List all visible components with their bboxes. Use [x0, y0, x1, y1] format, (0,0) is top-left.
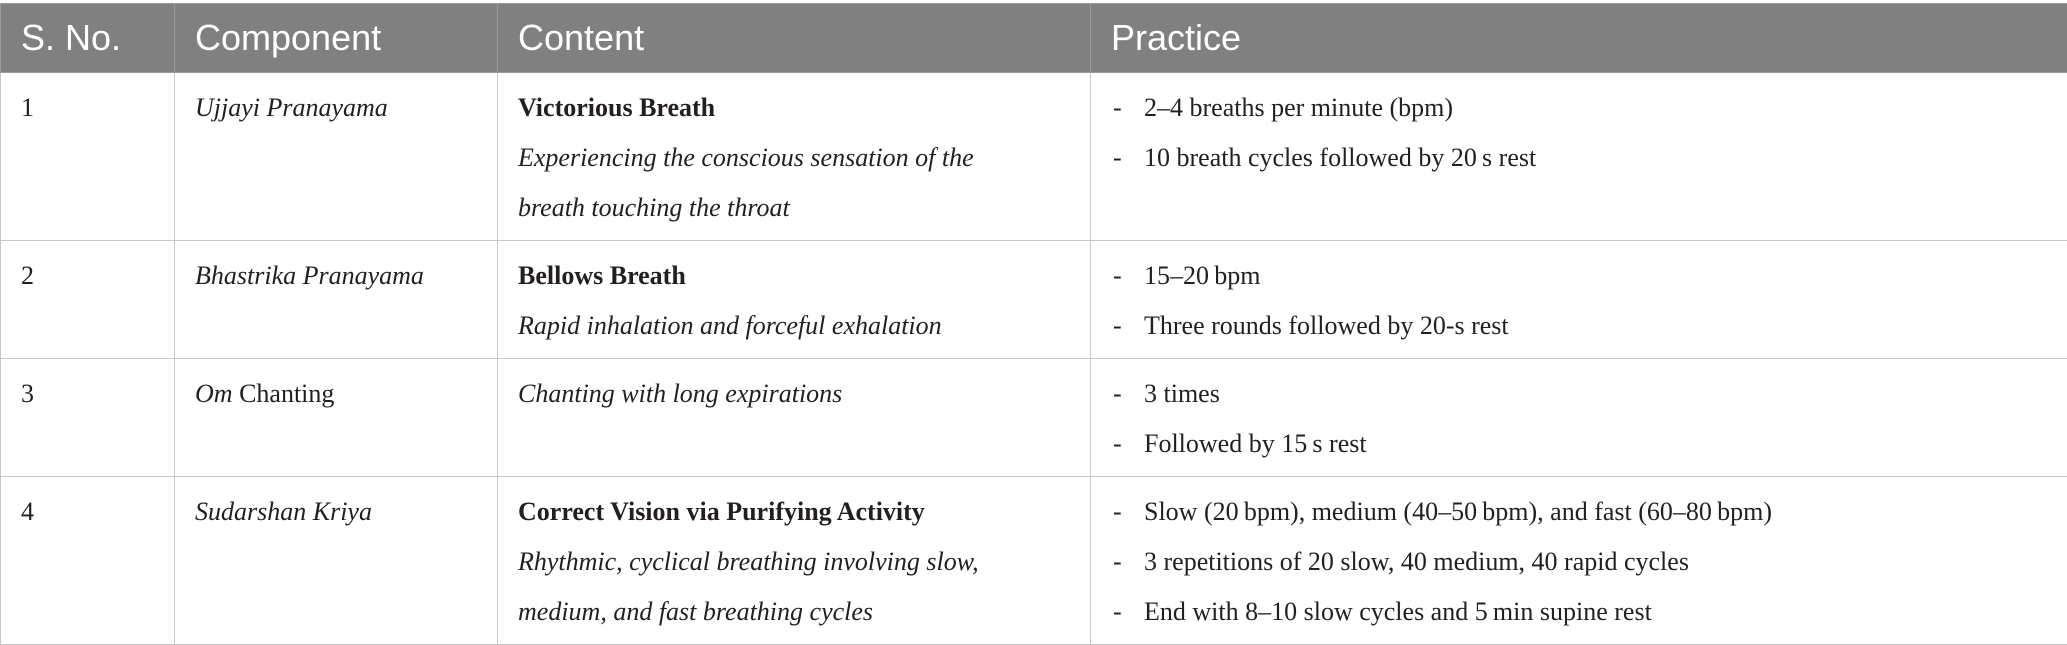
cell-sno: 4 — [1, 477, 175, 645]
component-name: Bhastrika Pranayama — [195, 261, 424, 290]
practice-item: - 3 times — [1111, 369, 2047, 419]
component-name-italic: Om — [195, 379, 233, 408]
practice-list — [1111, 369, 2047, 469]
practice-list — [1111, 487, 2047, 637]
practice-item: - 2–4 breaths per minute (bpm) — [1111, 83, 2047, 133]
cell-practice — [1091, 477, 2067, 645]
table-header — [1, 4, 2067, 73]
content-description: Rhythmic, cyclical breathing involving slow, — [518, 537, 1070, 587]
cell-sno: 3 — [1, 359, 175, 477]
header-practice: Practice — [1091, 4, 2067, 73]
header-component: Component — [175, 4, 498, 73]
table-row — [1, 359, 2067, 477]
cell-component — [175, 477, 498, 645]
cell-practice — [1091, 359, 2067, 477]
header-content: Content — [498, 4, 1091, 73]
table-body — [1, 73, 2067, 645]
header-row — [1, 4, 2067, 73]
cell-component — [175, 241, 498, 359]
content-title: Correct Vision via Purifying Activity — [518, 487, 1070, 537]
content-description: Chanting with long expirations — [518, 369, 1070, 419]
component-name: Ujjayi Pranayama — [195, 93, 388, 122]
practice-item: - 10 breath cycles followed by 20 s rest — [1111, 133, 2047, 183]
table-row — [1, 241, 2067, 359]
practice-list — [1111, 251, 2047, 351]
practice-item: - End with 8–10 slow cycles and 5 min supine rest — [1111, 587, 2047, 637]
table-row — [1, 73, 2067, 241]
table-row — [1, 477, 2067, 645]
practice-item: - Followed by 15 s rest — [1111, 419, 2047, 469]
content-description: breath touching the throat — [518, 183, 1070, 233]
cell-content — [498, 359, 1091, 477]
component-name-rest: Chanting — [233, 379, 335, 408]
component-name: Sudarshan Kriya — [195, 497, 372, 526]
cell-sno: 1 — [1, 73, 175, 241]
practice-item: - 3 repetitions of 20 slow, 40 medium, 40 rapid cycles — [1111, 537, 2047, 587]
breathing-protocol-table — [0, 3, 2067, 645]
practice-item: - 15–20 bpm — [1111, 251, 2047, 301]
content-description: medium, and fast breathing cycles — [518, 587, 1070, 637]
cell-content — [498, 241, 1091, 359]
content-title: Victorious Breath — [518, 83, 1070, 133]
cell-content — [498, 477, 1091, 645]
cell-sno: 2 — [1, 241, 175, 359]
cell-component — [175, 73, 498, 241]
cell-practice — [1091, 73, 2067, 241]
practice-item: - Slow (20 bpm), medium (40–50 bpm), and fast (60–80 bpm) — [1111, 487, 2047, 537]
header-sno: S. No. — [1, 4, 175, 73]
cell-component — [175, 359, 498, 477]
practice-list — [1111, 83, 2047, 183]
cell-content — [498, 73, 1091, 241]
practice-item: - Three rounds followed by 20-s rest — [1111, 301, 2047, 351]
content-title: Bellows Breath — [518, 251, 1070, 301]
cell-practice — [1091, 241, 2067, 359]
content-description: Experiencing the conscious sensation of the — [518, 133, 1070, 183]
content-description: Rapid inhalation and forceful exhalation — [518, 301, 1070, 351]
